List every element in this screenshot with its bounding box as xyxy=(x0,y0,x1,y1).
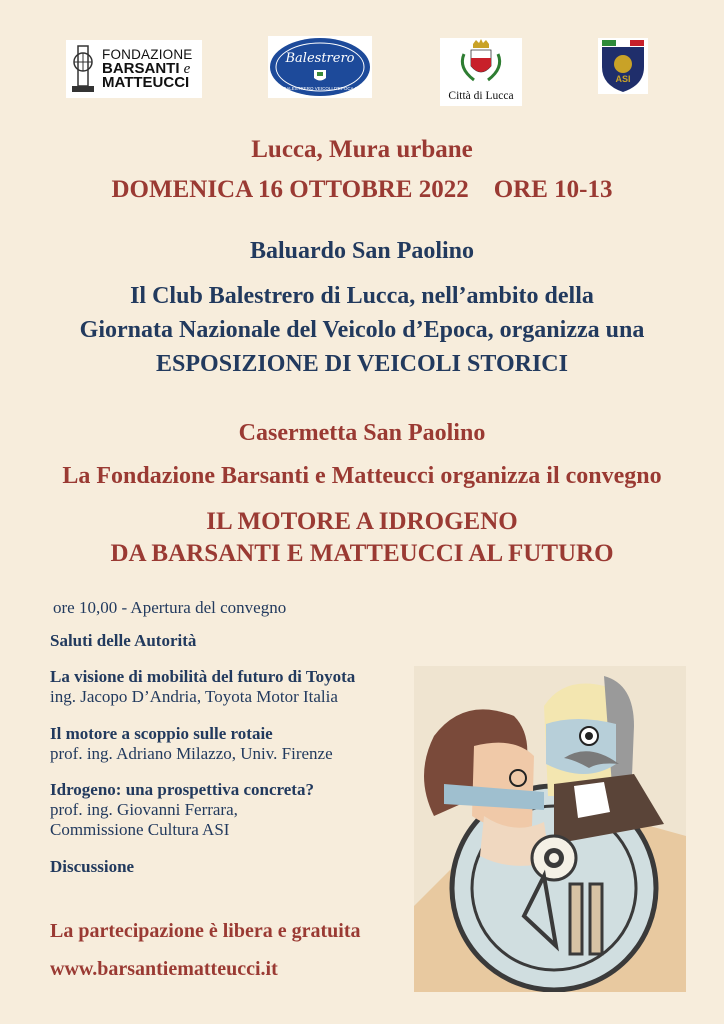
barsanti-matteucci-illustration xyxy=(414,666,686,992)
balestrero-script: Balestrero xyxy=(285,51,355,66)
fondazione-logo xyxy=(66,40,202,98)
event-date: DOMENICA 16 OTTOBRE 2022 ORE 10-13 xyxy=(111,176,613,203)
conference-title-2: DA BARSANTI E MATTEUCCI AL FUTURO xyxy=(110,540,614,567)
fondazione-line1: FONDAZIONE xyxy=(102,47,193,62)
talk-3-speaker-affiliation: Commissione Cultura ASI xyxy=(50,820,230,839)
fondazione-line3: MATTEUCCI xyxy=(102,74,190,91)
program-opening: ore 10,00 - Apertura del convegno xyxy=(53,598,287,617)
conference-venue: Casermetta San Paolino xyxy=(238,420,486,446)
program-greetings: Saluti delle Autorità xyxy=(50,631,197,650)
balestrero-ring-text: CLUB BALESTRERO VEICOLI D'EPOCA LUCCA xyxy=(270,86,370,91)
exhibition-line2: Giornata Nazionale del Veicolo d’Epoca, organizza una xyxy=(79,317,645,343)
talk-2-title: Il motore a scoppio sulle rotaie xyxy=(50,724,273,743)
lucca-crest-icon xyxy=(440,38,522,90)
program-talk-1 xyxy=(50,667,355,707)
talk-3-speaker: prof. ing. Giovanni Ferrara, xyxy=(50,800,238,819)
exhibition-title: ESPOSIZIONE DI VEICOLI STORICI xyxy=(156,351,568,377)
talk-2-speaker: prof. ing. Adriano Milazzo, Univ. Firenze xyxy=(50,744,333,763)
lucca-caption: Città di Lucca xyxy=(448,90,514,102)
fondazione-line2: BARSANTI xyxy=(102,60,180,77)
balestrero-logo xyxy=(268,36,372,98)
engine-icon xyxy=(68,42,98,96)
talk-1-title: La visione di mobilità del futuro di Toyota xyxy=(50,667,356,686)
free-participation: La partecipazione è libera e gratuita xyxy=(50,920,361,942)
website-link[interactable]: www.barsantiematteucci.it xyxy=(50,958,278,980)
talk-3-title: Idrogeno: una prospettiva concreta? xyxy=(50,780,314,799)
conference-title-1: IL MOTORE A IDROGENO xyxy=(206,508,518,535)
conference-intro: La Fondazione Barsanti e Matteucci organizza il convegno xyxy=(62,463,662,489)
program-talk-2 xyxy=(50,724,333,764)
asi-logo xyxy=(598,38,648,94)
asi-text: ASI xyxy=(615,74,631,84)
exhibition-line1: Il Club Balestrero di Lucca, nell’ambito della xyxy=(130,283,594,309)
talk-1-speaker: ing. Jacopo D’Andria, Toyota Motor Italia xyxy=(50,687,338,706)
program-talk-3 xyxy=(50,780,314,840)
event-place: Lucca, Mura urbane xyxy=(251,136,473,163)
fondazione-e: e xyxy=(183,61,191,77)
lucca-logo xyxy=(440,38,522,106)
exhibition-venue: Baluardo San Paolino xyxy=(249,238,475,264)
program-discussion: Discussione xyxy=(50,857,135,876)
